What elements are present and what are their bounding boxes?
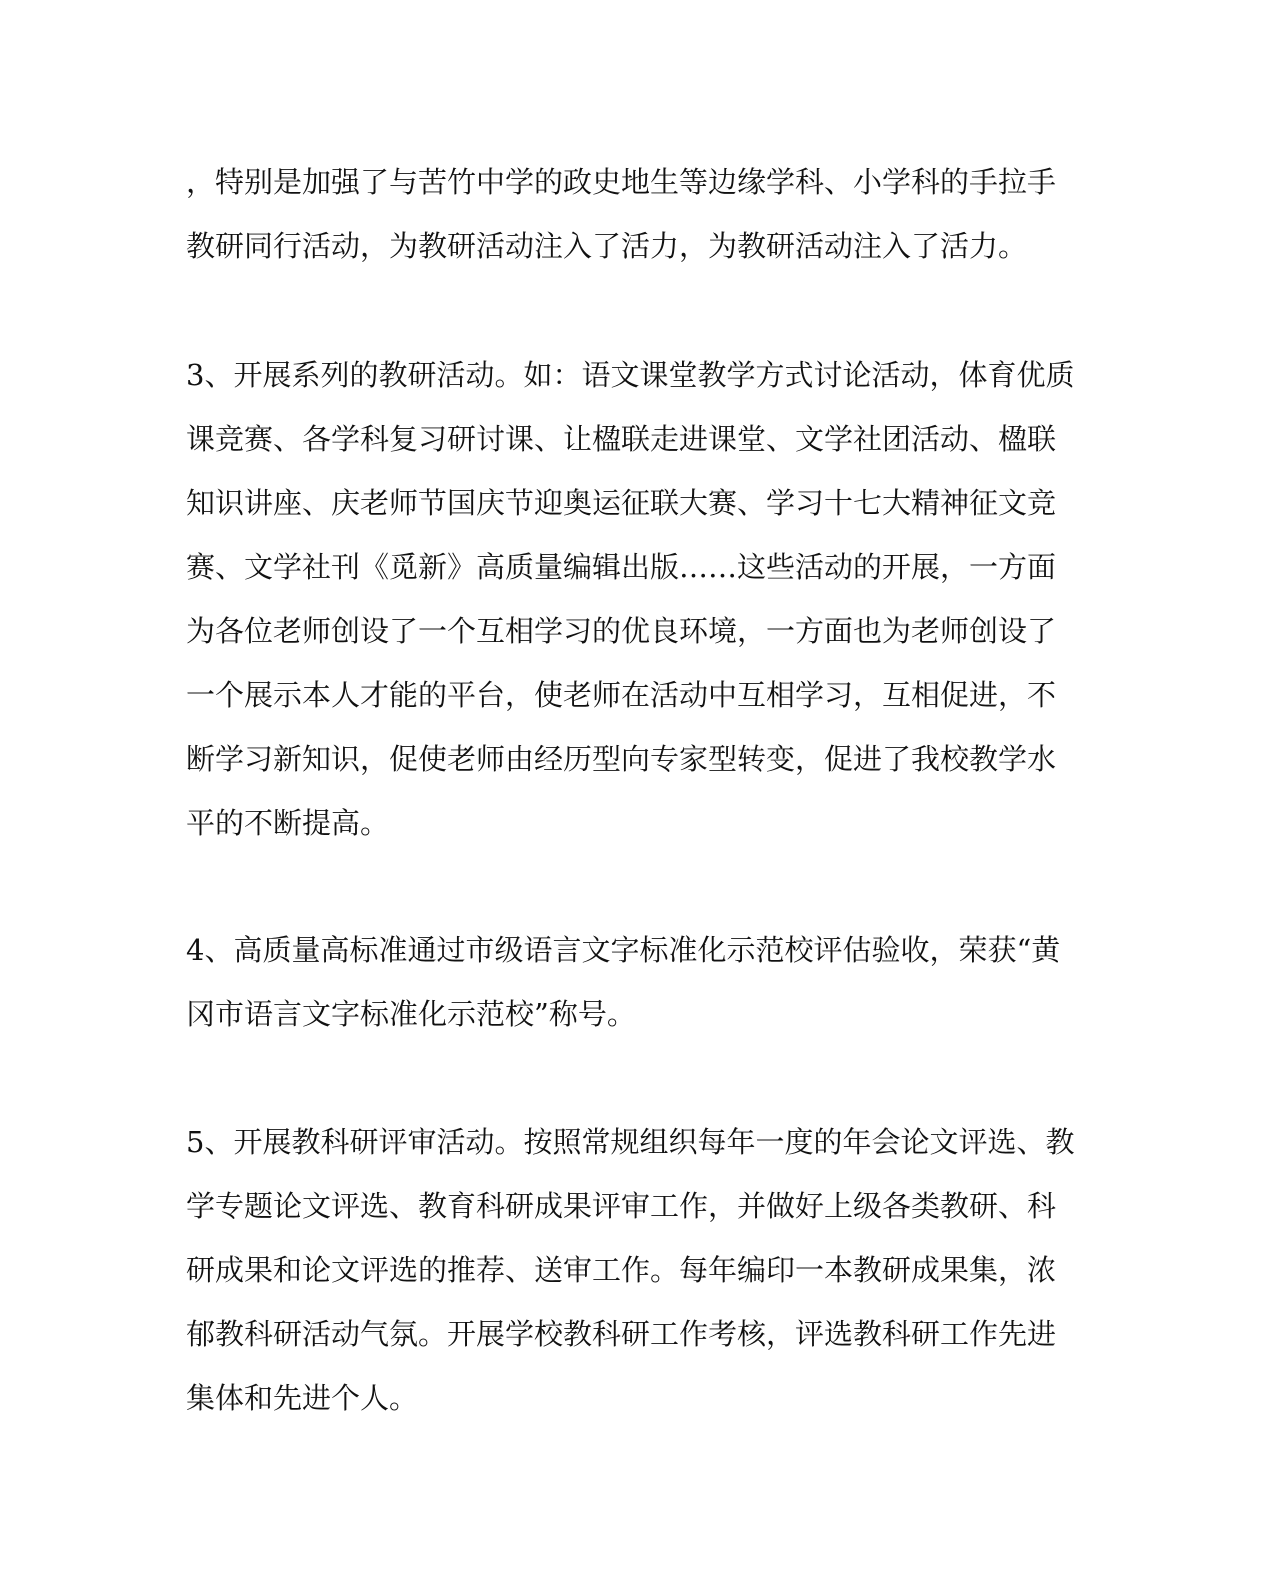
paragraph-line: 5、开展教科研评审活动。按照常规组织每年一度的年会论文评选、教 — [186, 1125, 1075, 1159]
paragraph-line: 学专题论文评选、教育科研成果评审工作，并做好上级各类教研、科 — [186, 1189, 1057, 1223]
paragraph-item-4 — [186, 918, 1066, 1046]
paragraph-line: 课竞赛、各学科复习研讨课、让楹联走进课堂、文学社团活动、楹联 — [186, 422, 1057, 456]
paragraph-line: 教研同行活动，为教研活动注入了活力，为教研活动注入了活力。 — [186, 229, 1028, 263]
paragraph-line: 研成果和论文评选的推荐、送审工作。每年编印一本教研成果集，浓 — [186, 1253, 1057, 1287]
paragraph-line: 3、开展系列的教研活动。如：语文课堂教学方式讨论活动，体育优质 — [186, 358, 1075, 392]
paragraph-line: 一个展示本人才能的平台，使老师在活动中互相学习，互相促进，不 — [186, 678, 1057, 712]
paragraph-line: 赛、文学社刊《觅新》高质量编辑出版……这些活动的开展，一方面 — [186, 550, 1057, 584]
paragraph-line: 知识讲座、庆老师节国庆节迎奥运征联大赛、学习十七大精神征文竞 — [186, 486, 1057, 520]
paragraph-line: ，特别是加强了与苦竹中学的政史地生等边缘学科、小学科的手拉手 — [186, 165, 1057, 199]
paragraph-line: 为各位老师创设了一个互相学习的优良环境，一方面也为老师创设了 — [186, 614, 1057, 648]
paragraph-line: 断学习新知识，促使老师由经历型向专家型转变，促进了我校教学水 — [186, 742, 1057, 776]
paragraph-line: 集体和先进个人。 — [186, 1381, 419, 1415]
paragraph-line: 冈市语言文字标准化示范校”称号。 — [186, 997, 636, 1031]
paragraph-line: 平的不断提高。 — [186, 806, 390, 840]
paragraph-item-3 — [186, 343, 1075, 855]
paragraph-line: 4、高质量高标准通过市级语言文字标准化示范校评估验收，荣获“黄 — [186, 933, 1061, 967]
paragraph-item-5 — [186, 1110, 1075, 1430]
paragraph-continuation — [186, 150, 1066, 278]
paragraph-line: 郁教科研活动气氛。开展学校教科研工作考核，评选教科研工作先进 — [186, 1317, 1057, 1351]
